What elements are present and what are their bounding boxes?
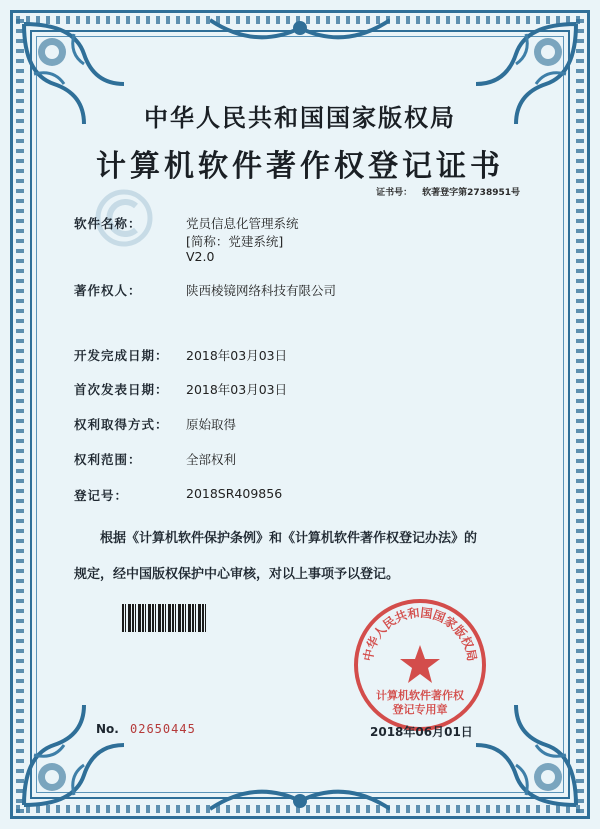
pub-date-value: 2018年03月03日 — [186, 382, 288, 397]
software-version: V2.0 — [186, 249, 215, 264]
official-seal — [350, 595, 490, 735]
top-ornament-icon — [210, 14, 390, 54]
software-name-label: 软件名称： — [74, 216, 142, 231]
statement-line-2: 规定，经中国版权保护中心审核，对以上事项予以登记。 — [74, 567, 400, 582]
certificate-number — [376, 185, 520, 198]
reg-no-label: 登记号： — [74, 488, 129, 503]
seal-line-1: 计算机软件著作权 — [376, 689, 464, 702]
field-scope — [74, 450, 237, 468]
field-owner — [74, 281, 337, 299]
cert-no-label: 证书号： — [376, 188, 413, 198]
statement-line-1: 根据《计算机软件保护条例》和《计算机软件著作权登记办法》的 — [100, 531, 478, 546]
acquire-method-label: 权利取得方式： — [74, 417, 169, 432]
issue-date: 2018年06月01日 — [370, 725, 473, 739]
dev-date-label: 开发完成日期： — [74, 348, 169, 363]
serial-no-value: 02650445 — [130, 722, 196, 736]
seal-ring-text: 中华人民共和国国家版权局 — [360, 605, 480, 663]
serial-no-label: No. — [96, 722, 119, 736]
seal-star-icon — [400, 645, 440, 683]
dev-date-value: 2018年03月03日 — [186, 348, 288, 363]
cert-no-value: 软著登字第2738951号 — [422, 188, 520, 198]
seal-line-2: 登记专用章 — [392, 703, 448, 716]
owner-value: 陕西棱镜网络科技有限公司 — [186, 283, 337, 298]
barcode-icon — [122, 604, 208, 632]
issuer-title: 中华人民共和国国家版权局 — [144, 103, 456, 132]
statement-paragraph — [74, 521, 544, 593]
owner-label: 著作权人： — [74, 283, 142, 298]
certificate-title: 计算机软件著作权登记证书 — [96, 149, 504, 184]
software-name-value: 党员信息化管理系统 — [186, 216, 299, 231]
acquire-method-value: 原始取得 — [186, 417, 237, 432]
pub-date-label: 首次发表日期： — [74, 382, 169, 397]
corner-ornament-icon — [14, 695, 134, 815]
field-reg-no — [74, 486, 283, 504]
field-pub-date — [74, 380, 288, 398]
scope-label: 权利范围： — [74, 452, 142, 467]
scope-value: 全部权利 — [186, 452, 237, 467]
greek-key-right — [576, 16, 584, 813]
reg-no-value: 2018SR409856 — [186, 486, 283, 501]
field-software-name — [74, 214, 299, 264]
bottom-ornament-icon — [210, 775, 390, 815]
software-short-name: [简称：党建系统] — [186, 234, 284, 249]
field-acquire-method — [74, 415, 237, 433]
greek-key-left — [16, 16, 24, 813]
field-dev-date — [74, 346, 288, 364]
